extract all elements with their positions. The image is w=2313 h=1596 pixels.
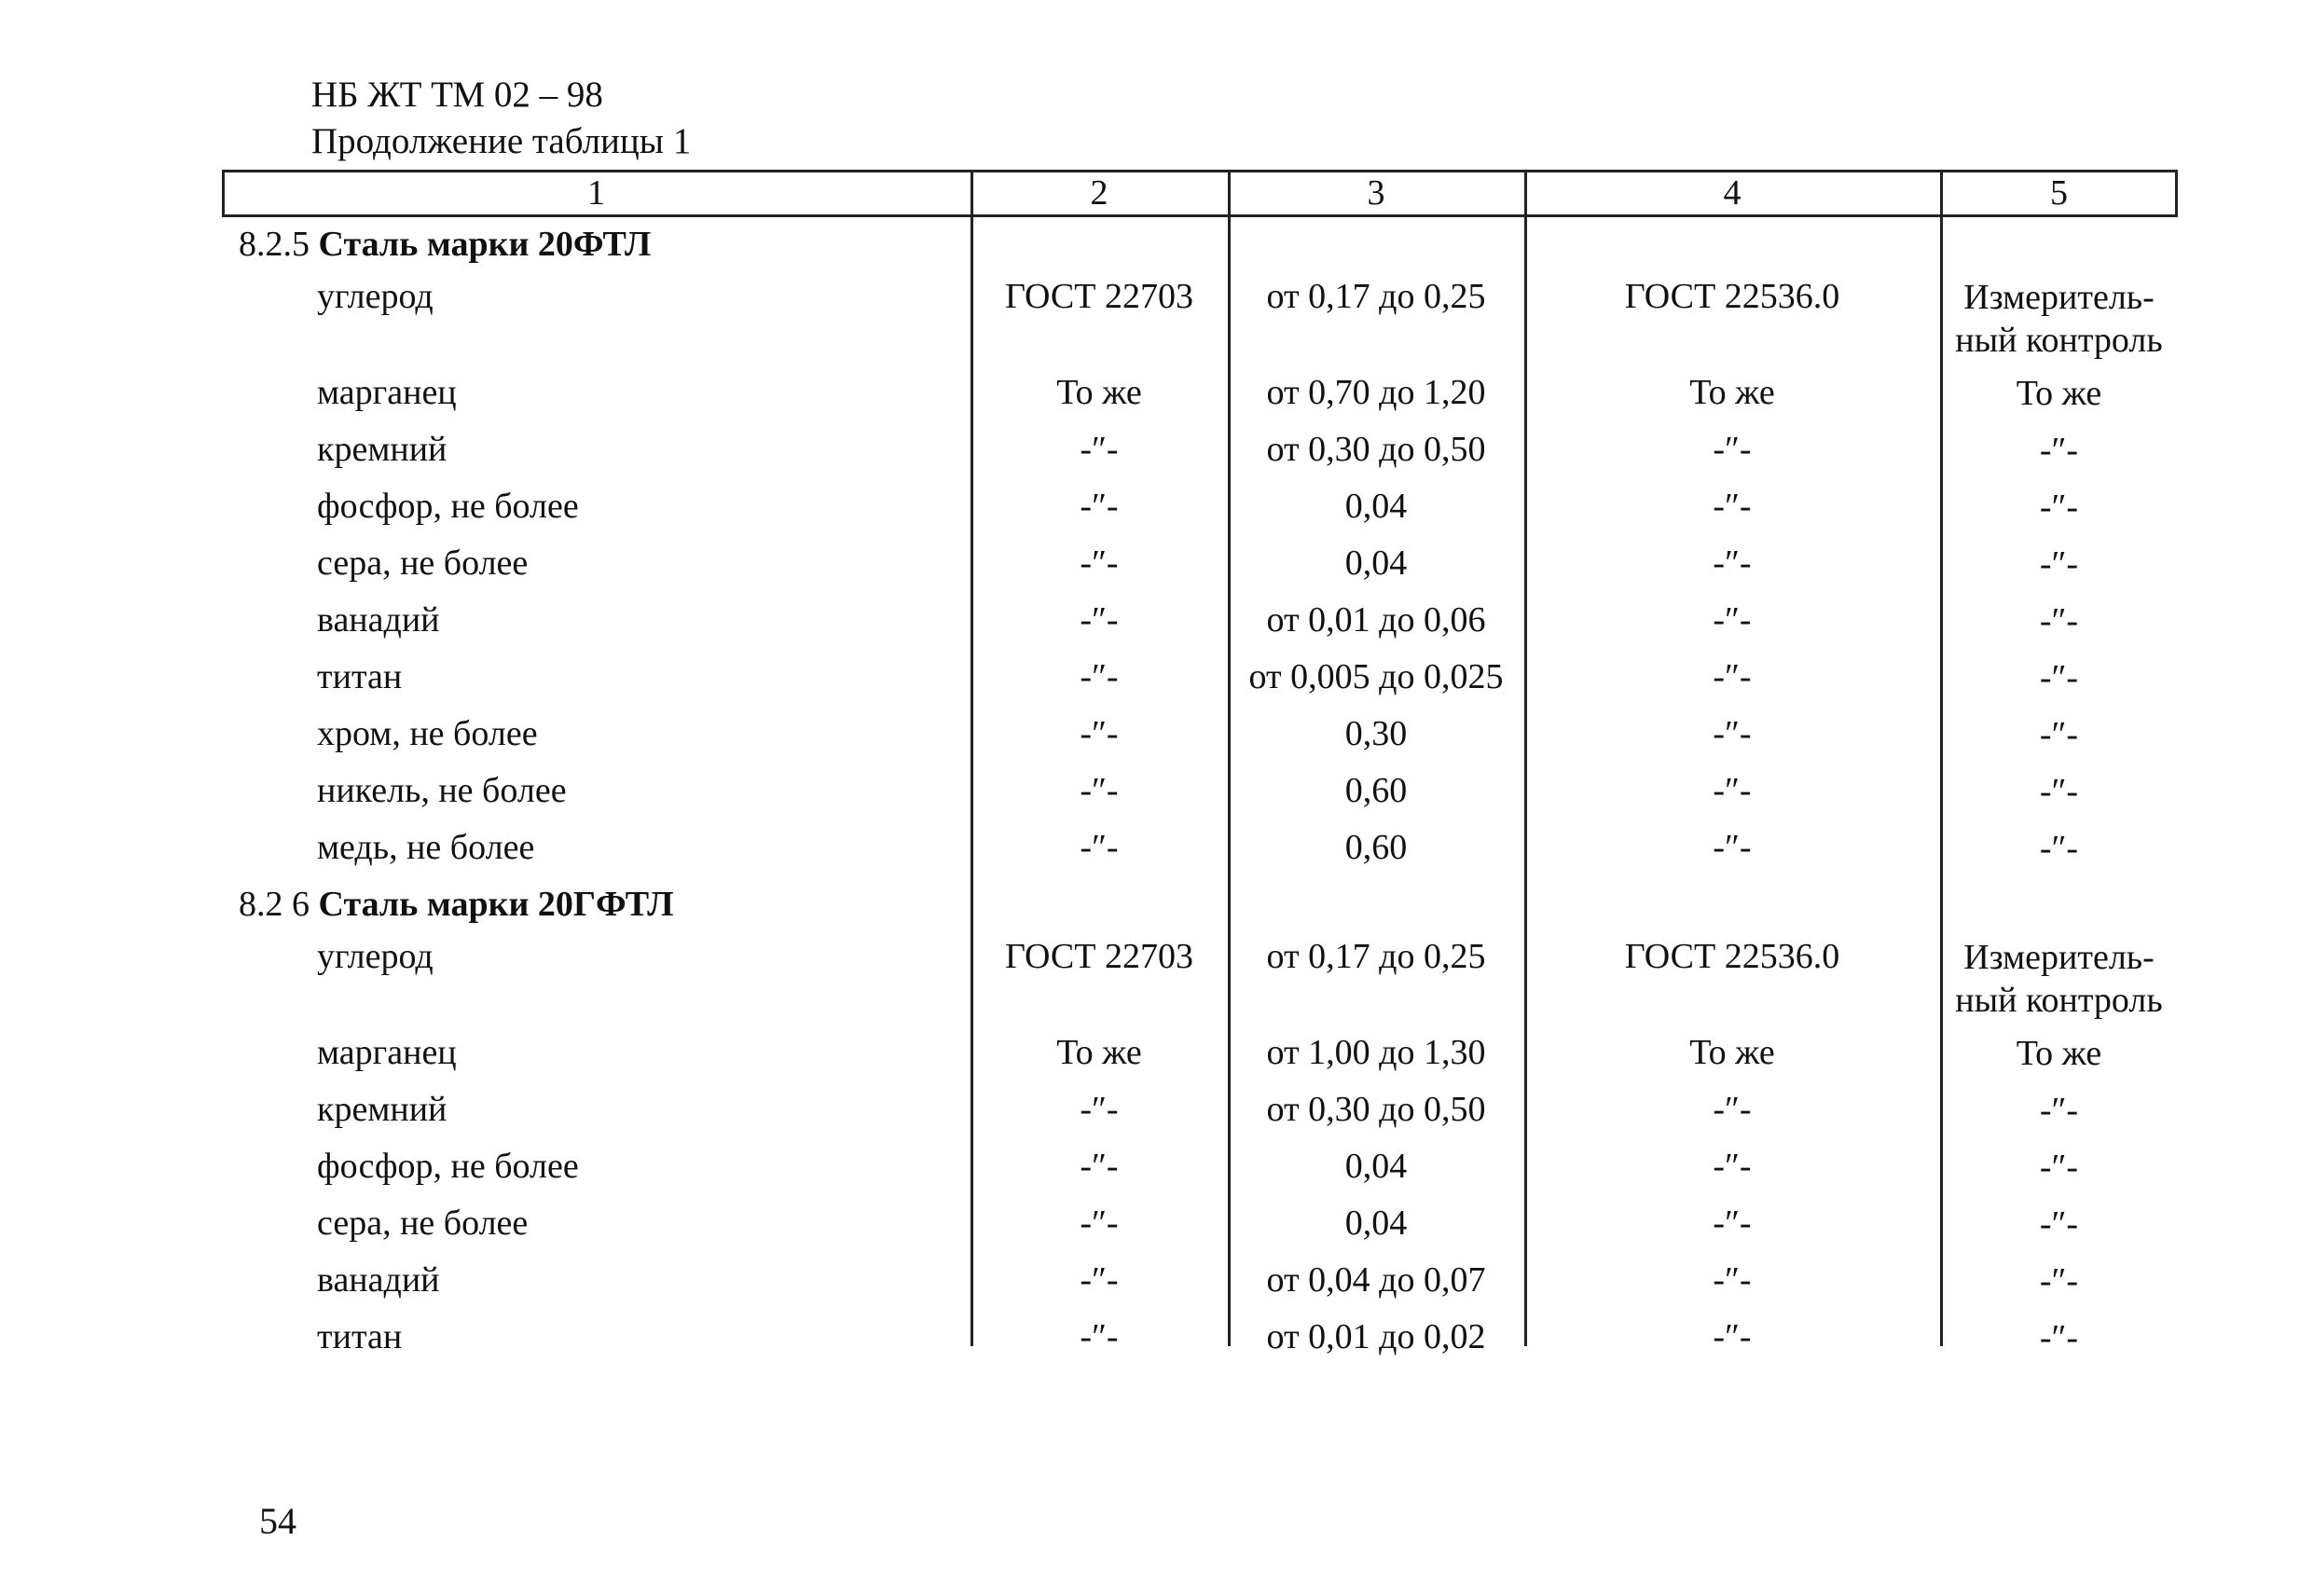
section-title xyxy=(222,876,2178,929)
content-value-cell: от 0,005 до 0,025 xyxy=(1248,657,1504,696)
element-name-cell: титан xyxy=(317,1317,403,1356)
standard-cell: -″- xyxy=(1080,487,1119,526)
test-method-cell: ГОСТ 22536.0 xyxy=(1624,937,1840,976)
standard-cell: -″- xyxy=(1080,657,1119,696)
control-line-2: ный контроль xyxy=(1955,321,2163,360)
column-header-4: 4 xyxy=(1723,173,1742,213)
steel-grade-title: Сталь марки 20ГФТЛ xyxy=(318,885,674,924)
control-line-1: -″- xyxy=(2039,829,2079,868)
standard-cell: То же xyxy=(1056,1033,1142,1072)
control-type-cell xyxy=(1940,421,2178,478)
standard-cell: -″- xyxy=(1080,1317,1119,1356)
section-title xyxy=(222,216,2178,268)
table-row xyxy=(222,268,2178,365)
table-row xyxy=(222,706,2178,763)
control-type-cell xyxy=(1940,1081,2178,1138)
test-method-cell: -″- xyxy=(1713,1147,1752,1186)
column-header-5: 5 xyxy=(2050,173,2068,213)
test-method-cell: -″- xyxy=(1713,657,1752,696)
control-type-cell xyxy=(1940,1025,2178,1081)
content-value-cell: от 0,17 до 0,25 xyxy=(1266,277,1486,316)
element-name-cell: фосфор, не более xyxy=(317,487,579,526)
table-body xyxy=(222,216,2178,1366)
table-row xyxy=(222,1138,2178,1195)
control-line-1: -″- xyxy=(2039,658,2079,697)
standard-cell: То же xyxy=(1056,373,1142,412)
standard-cell: ГОСТ 22703 xyxy=(1005,937,1193,976)
element-name-cell: никель, не более xyxy=(317,771,567,810)
document-code: НБ ЖТ ТМ 02 – 98 xyxy=(311,75,603,115)
table-row xyxy=(222,421,2178,478)
content-value-cell: 0,04 xyxy=(1344,1147,1408,1186)
steel-grade-title: Сталь марки 20ФТЛ xyxy=(318,225,652,264)
control-type-cell xyxy=(1940,819,2178,876)
standard-cell: -″- xyxy=(1080,430,1119,469)
control-type-cell xyxy=(1940,763,2178,819)
element-name-cell: углерод xyxy=(317,937,434,976)
section-number: 8.2 6 xyxy=(239,885,310,924)
test-method-cell: -″- xyxy=(1713,487,1752,526)
control-type-cell xyxy=(1940,1252,2178,1309)
table-row xyxy=(222,1195,2178,1252)
test-method-cell: То же xyxy=(1689,373,1775,412)
element-name-cell: марганец xyxy=(317,373,457,412)
control-line-1: -″- xyxy=(2039,1318,2079,1357)
content-value-cell: от 0,01 до 0,02 xyxy=(1266,1317,1486,1356)
table-row xyxy=(222,1309,2178,1366)
control-type-cell xyxy=(1940,478,2178,535)
content-value-cell: 0,04 xyxy=(1344,543,1408,583)
control-line-1: -″- xyxy=(2039,1091,2079,1130)
control-line-1: -″- xyxy=(2039,1261,2079,1300)
control-line-1: -″- xyxy=(2039,488,2079,527)
column-header-2: 2 xyxy=(1090,173,1108,213)
control-line-2: ный контроль xyxy=(1955,981,2163,1020)
table-continuation-title: Продолжение таблицы 1 xyxy=(311,121,692,161)
table-row xyxy=(222,1025,2178,1081)
element-name-cell: углерод xyxy=(317,277,434,316)
control-type-cell xyxy=(1940,365,2178,421)
column-header-1: 1 xyxy=(587,173,605,213)
control-line-1: -″- xyxy=(2039,544,2079,584)
control-type-cell xyxy=(1940,649,2178,706)
element-name-cell: кремний xyxy=(317,430,447,469)
standard-cell: ГОСТ 22703 xyxy=(1005,277,1193,316)
content-value-cell: 0,60 xyxy=(1344,771,1408,810)
content-value-cell: от 0,17 до 0,25 xyxy=(1266,937,1486,976)
control-line-1: -″- xyxy=(2039,431,2079,470)
table-row xyxy=(222,763,2178,819)
test-method-cell: -″- xyxy=(1713,1090,1752,1129)
control-type-cell xyxy=(1940,535,2178,592)
control-type-cell xyxy=(1940,268,2178,365)
content-value-cell: от 0,70 до 1,20 xyxy=(1266,373,1486,412)
table-row xyxy=(222,929,2178,1025)
control-line-1: -″- xyxy=(2039,1204,2079,1244)
test-method-cell: -″- xyxy=(1713,1204,1752,1243)
element-name-cell: марганец xyxy=(317,1033,457,1072)
control-type-cell xyxy=(1940,592,2178,649)
standard-cell: -″- xyxy=(1080,600,1119,640)
content-value-cell: от 0,04 до 0,07 xyxy=(1266,1260,1486,1300)
control-type-cell xyxy=(1940,929,2178,1025)
control-line-1: То же xyxy=(2016,374,2102,413)
standard-cell: -″- xyxy=(1080,543,1119,583)
control-type-cell xyxy=(1940,1138,2178,1195)
table-row xyxy=(222,1252,2178,1309)
control-line-1: То же xyxy=(2016,1034,2102,1073)
element-name-cell: кремний xyxy=(317,1090,447,1129)
test-method-cell: То же xyxy=(1689,1033,1775,1072)
control-line-1: Измеритель- xyxy=(1963,278,2155,317)
element-name-cell: ванадий xyxy=(317,600,440,640)
element-name-cell: хром, не более xyxy=(317,714,538,753)
control-type-cell xyxy=(1940,706,2178,763)
test-method-cell: -″- xyxy=(1713,714,1752,753)
test-method-cell: ГОСТ 22536.0 xyxy=(1624,277,1840,316)
table-row xyxy=(222,535,2178,592)
test-method-cell: -″- xyxy=(1713,600,1752,640)
test-method-cell: -″- xyxy=(1713,828,1752,867)
control-line-1: -″- xyxy=(2039,715,2079,754)
content-value-cell: 0,04 xyxy=(1344,1204,1408,1243)
element-name-cell: ванадий xyxy=(317,1260,440,1300)
standard-cell: -″- xyxy=(1080,1204,1119,1243)
standard-cell: -″- xyxy=(1080,771,1119,810)
test-method-cell: -″- xyxy=(1713,771,1752,810)
standard-cell: -″- xyxy=(1080,828,1119,867)
test-method-cell: -″- xyxy=(1713,543,1752,583)
element-name-cell: фосфор, не более xyxy=(317,1147,579,1186)
content-value-cell: от 0,30 до 0,50 xyxy=(1266,430,1486,469)
control-type-cell xyxy=(1940,1195,2178,1252)
content-value-cell: от 1,00 до 1,30 xyxy=(1266,1033,1486,1072)
control-line-1: -″- xyxy=(2039,772,2079,811)
standard-cell: -″- xyxy=(1080,1260,1119,1300)
element-name-cell: сера, не более xyxy=(317,1204,529,1243)
table-row xyxy=(222,365,2178,421)
column-header-3: 3 xyxy=(1367,173,1385,213)
element-name-cell: титан xyxy=(317,657,403,696)
standard-cell: -″- xyxy=(1080,1147,1119,1186)
content-value-cell: от 0,30 до 0,50 xyxy=(1266,1090,1486,1129)
control-line-1: Измеритель- xyxy=(1963,938,2155,977)
standard-cell: -″- xyxy=(1080,1090,1119,1129)
table-row xyxy=(222,1081,2178,1138)
test-method-cell: -″- xyxy=(1713,1317,1752,1356)
element-name-cell: сера, не более xyxy=(317,543,529,583)
control-line-1: -″- xyxy=(2039,1148,2079,1187)
page-number: 54 xyxy=(259,1500,296,1542)
table-row xyxy=(222,649,2178,706)
section-number: 8.2.5 xyxy=(239,225,310,264)
test-method-cell: -″- xyxy=(1713,1260,1752,1300)
data-table xyxy=(222,170,2178,1357)
content-value-cell: 0,60 xyxy=(1344,828,1408,867)
content-value-cell: 0,30 xyxy=(1344,714,1408,753)
table-row xyxy=(222,478,2178,535)
control-type-cell xyxy=(1940,1309,2178,1366)
content-value-cell: от 0,01 до 0,06 xyxy=(1266,600,1486,640)
test-method-cell: -″- xyxy=(1713,430,1752,469)
control-line-1: -″- xyxy=(2039,601,2079,640)
standard-cell: -″- xyxy=(1080,714,1119,753)
table-row xyxy=(222,819,2178,876)
content-value-cell: 0,04 xyxy=(1344,487,1408,526)
element-name-cell: медь, не более xyxy=(317,828,535,867)
table-row xyxy=(222,592,2178,649)
